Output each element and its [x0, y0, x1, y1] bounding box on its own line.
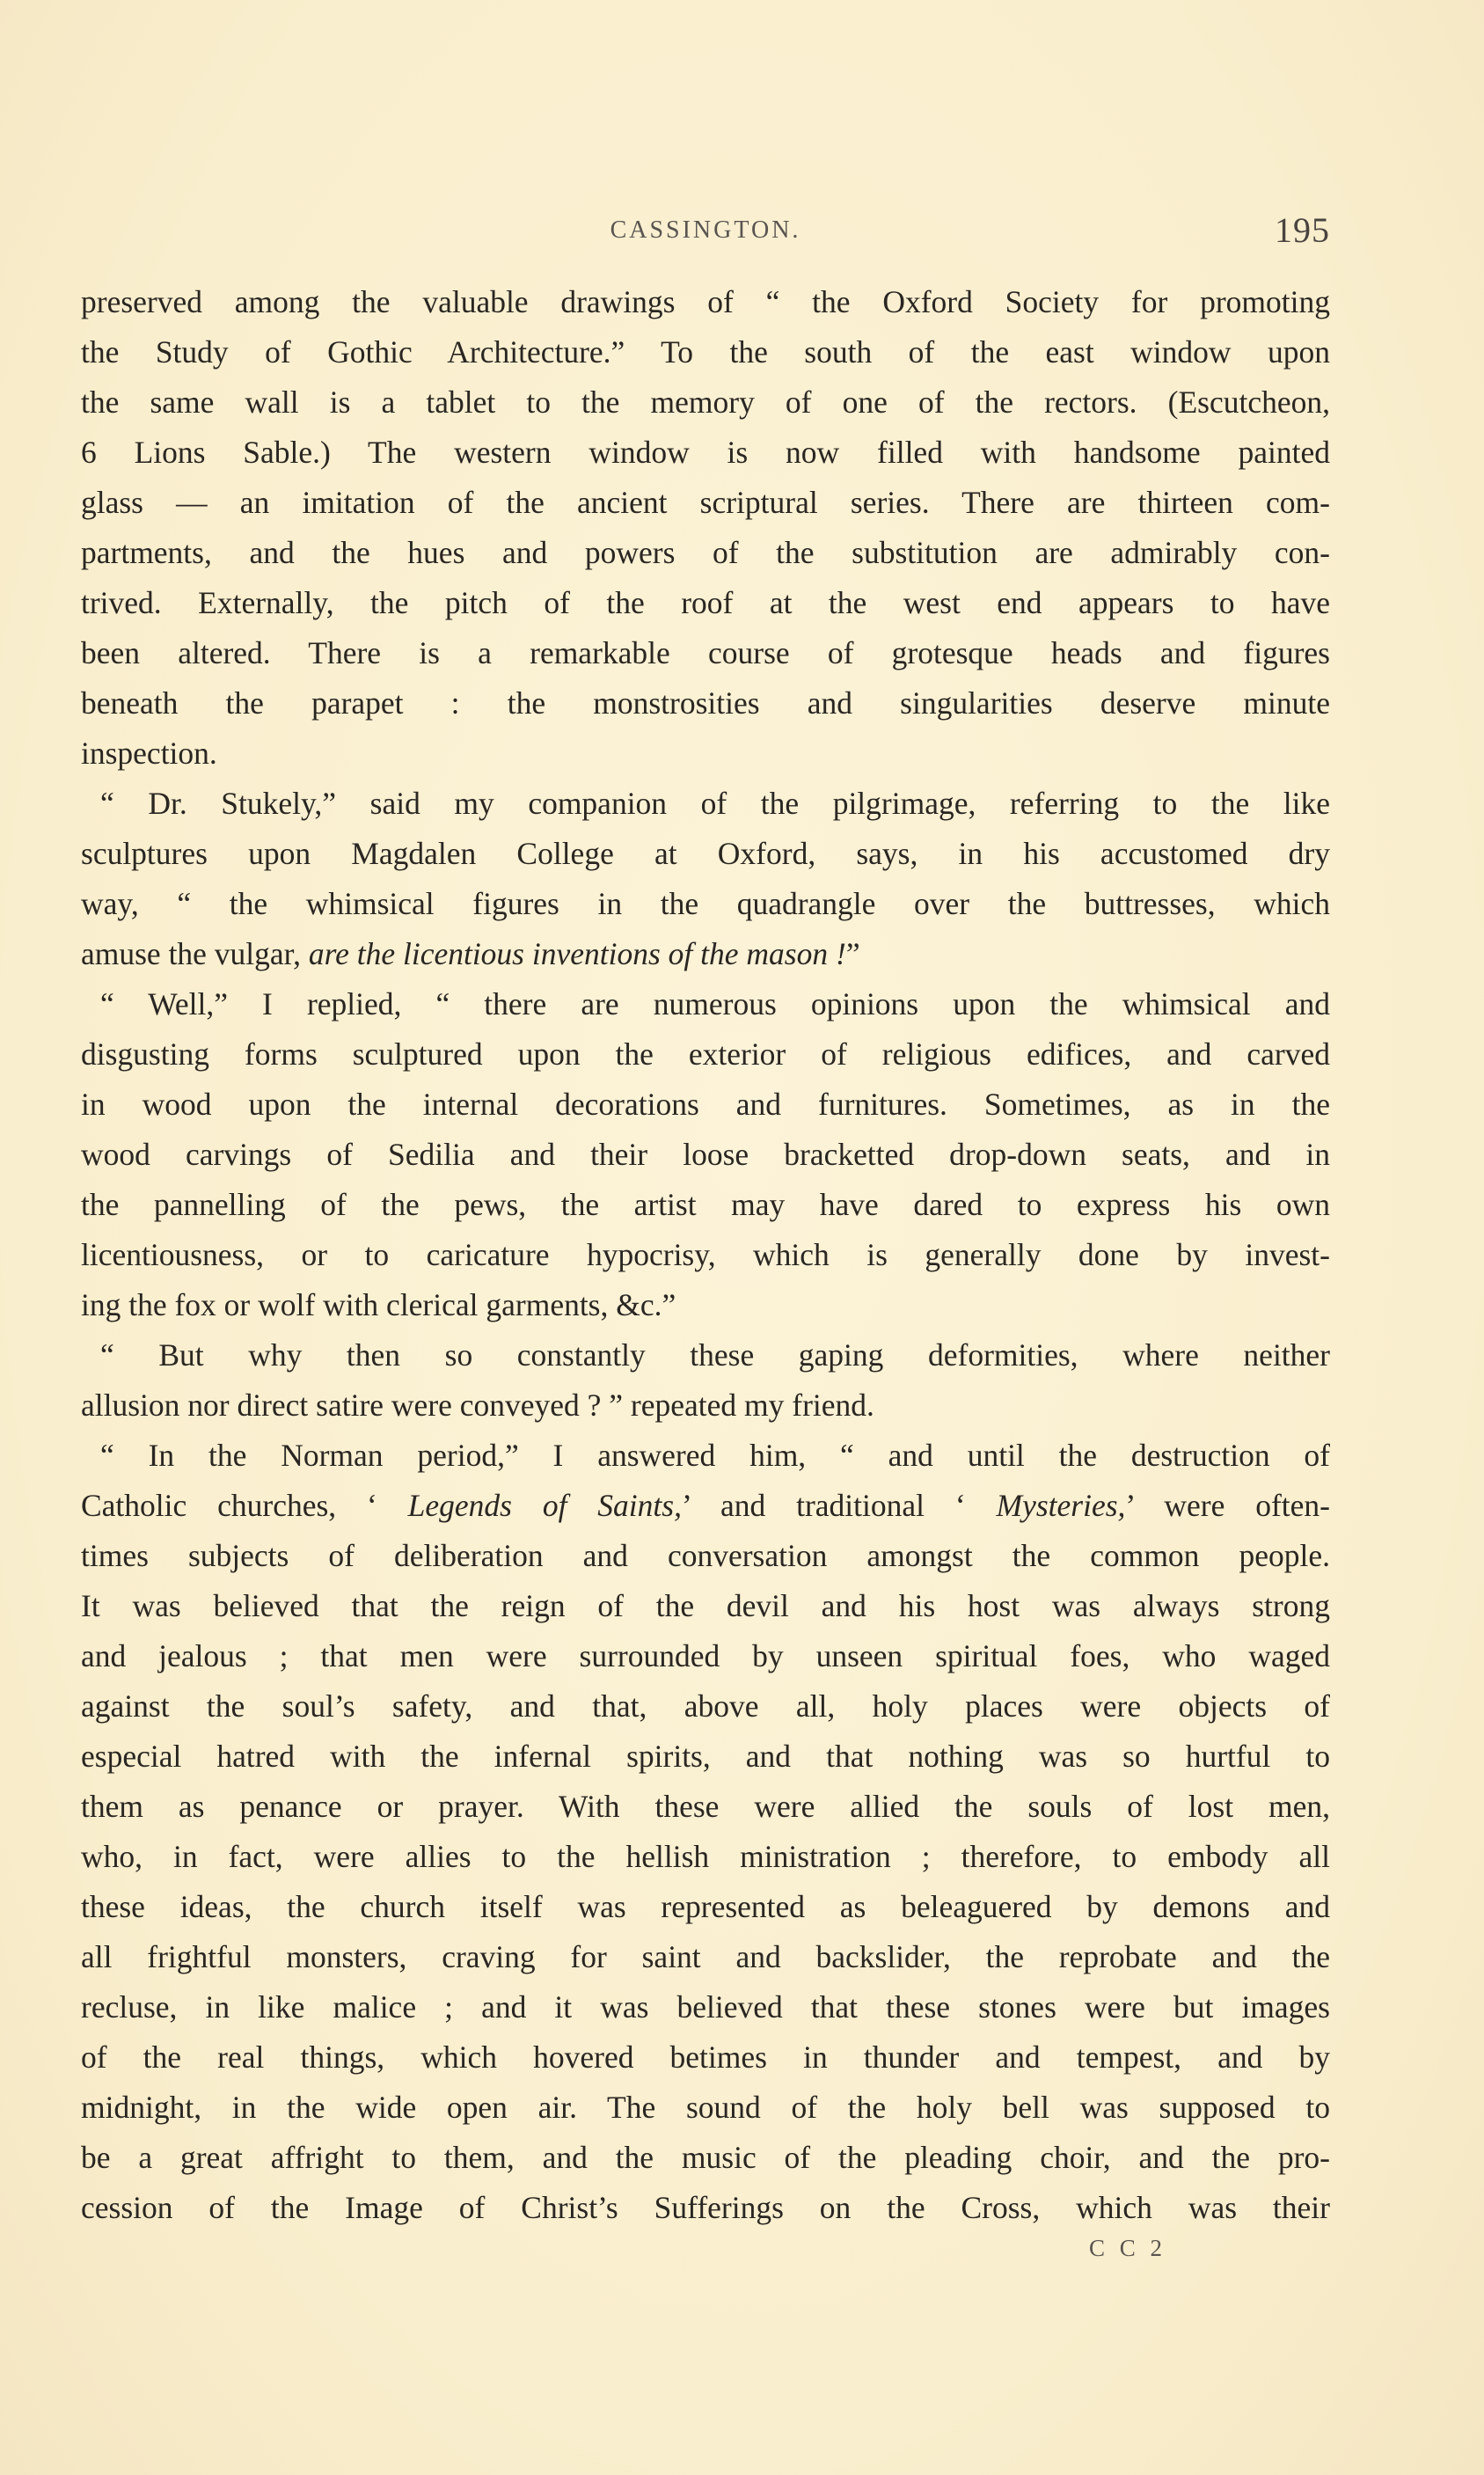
text-line: especial hatred with the infernal spirits, and that nothing was so hurtful to [81, 1739, 1330, 1774]
text-line: “ In the Norman period,” I answered him, “ and until the destruction of [100, 1438, 1330, 1473]
page-header [81, 209, 1330, 253]
text-line: way, “ the whimsical figures in the quadrangle over the buttresses, which [81, 886, 1330, 921]
signature-mark: C C 2 [1089, 2235, 1167, 2261]
text-line: these ideas, the church itself was represented as beleaguered by demons and [81, 1889, 1330, 1924]
text-line: “ Well,” I replied, “ there are numerous opinions upon the whimsical and [100, 986, 1330, 1021]
text-line: them as penance or prayer. With these were allied the souls of lost men, [81, 1789, 1330, 1824]
text-line: midnight, in the wide open air. The sound of the holy bell was supposed to [81, 2090, 1330, 2125]
paragraph [81, 979, 1330, 1330]
text-line: of the real things, which hovered betimes in thunder and tempest, and by [81, 2039, 1330, 2075]
text-line [81, 1481, 1330, 1531]
italic-quotation: are the licentious inventions of the mason ! [308, 936, 846, 971]
italic-title: Mysteries, [996, 1488, 1126, 1523]
text-line: inspection. [81, 736, 217, 771]
text-line: in wood upon the internal decorations and furnitures. Sometimes, as in the [81, 1087, 1330, 1122]
text-run: ” [845, 936, 860, 971]
text-line: and jealous ; that men were surrounded by unseen spiritual foes, who waged [81, 1638, 1330, 1673]
running-title: CASSINGTON. [610, 216, 801, 244]
paragraph [81, 277, 1330, 779]
text-run: amuse the vulgar, [81, 936, 309, 971]
text-line: sculptures upon Magdalen College at Oxford, says, in his accustomed dry [81, 836, 1330, 871]
text-line: “ But why then so constantly these gaping deformities, where neither [100, 1337, 1330, 1373]
text-line: the same wall is a tablet to the memory of one of the rectors. (Escutcheon, [81, 384, 1330, 420]
text-line: cession of the Image of Christ’s Sufferings on the Cross, which was their [81, 2190, 1330, 2225]
text-line: trived. Externally, the pitch of the roof at the west end appears to have [81, 585, 1330, 620]
text-line: the Study of Gothic Architecture.” To the south of the east window upon [81, 334, 1330, 370]
text-line: beneath the parapet : the monstrosities and singularities deserve minute [81, 685, 1330, 721]
text-line: glass — an imitation of the ancient scriptural series. There are thirteen com- [81, 485, 1330, 520]
text-line: against the soul’s safety, and that, above all, holy places were objects of [81, 1688, 1330, 1724]
text-line: allusion nor direct satire were conveyed ? ” repeated my friend. [81, 1388, 874, 1423]
text-line: “ Dr. Stukely,” said my companion of the pilgrimage, referring to the like [100, 786, 1330, 821]
text-line: partments, and the hues and powers of the substitution are admirably con- [81, 535, 1330, 570]
italic-title: Legends of Saints, [407, 1488, 682, 1523]
body-text [81, 277, 1330, 2233]
paragraph [81, 779, 1330, 979]
text-line: be a great affright to them, and the music of the pleading choir, and the pro- [81, 2140, 1330, 2175]
text-line [81, 929, 1330, 979]
text-run: ’ and traditional ‘ [681, 1488, 997, 1523]
paragraph [81, 1330, 1330, 1431]
text-line: disgusting forms sculptured upon the exterior of religious edifices, and carved [81, 1036, 1330, 1072]
text-line: times subjects of deliberation and conversation amongst the common people. [81, 1538, 1330, 1573]
text-line: It was believed that the reign of the devil and his host was always strong [81, 1588, 1330, 1623]
text-line: who, in fact, were allies to the hellish ministration ; therefore, to embody all [81, 1839, 1330, 1874]
text-line: been altered. There is a remarkable course of grotesque heads and figures [81, 635, 1330, 670]
text-run: Catholic churches, ‘ [81, 1488, 408, 1523]
text-line: 6 Lions Sable.) The western window is now filled with handsome painted [81, 435, 1330, 470]
text-line: recluse, in like malice ; and it was believed that these stones were but images [81, 1989, 1330, 2025]
text-line: the pannelling of the pews, the artist may have dared to express his own [81, 1187, 1330, 1222]
text-line: wood carvings of Sedilia and their loose bracketted drop-down seats, and in [81, 1137, 1330, 1172]
text-line: ing the fox or wolf with clerical garments, &c.” [81, 1287, 676, 1322]
text-line: preserved among the valuable drawings of “ the Oxford Society for promoting [81, 284, 1330, 319]
text-line: licentiousness, or to caricature hypocrisy, which is generally done by invest- [81, 1237, 1330, 1272]
paragraph [81, 1431, 1330, 2233]
text-run: ’ were often- [1125, 1488, 1330, 1523]
page-number: 195 [1275, 210, 1330, 250]
text-line: all frightful monsters, craving for saint and backslider, the reprobate and the [81, 1939, 1330, 1974]
